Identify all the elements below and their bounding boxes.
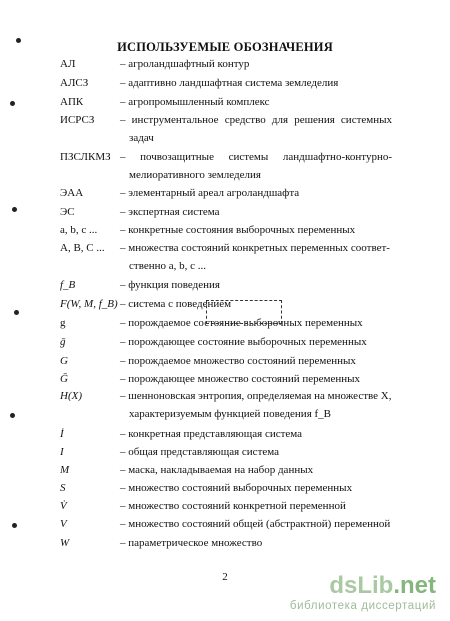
definition: – инструментальное средство для решения системных (120, 114, 393, 126)
abbreviation: АЛ (60, 58, 76, 70)
abbreviation: S (60, 482, 66, 494)
watermark-subtitle: библиотека диссертаций (289, 600, 436, 612)
definition: – общая представляющая система (120, 446, 280, 458)
definition: – агропромышленный комплекс (120, 96, 270, 108)
abbreviation: g (60, 317, 66, 329)
watermark (290, 573, 436, 612)
definition: – множества состояний конкретных переменных соответ- (120, 242, 390, 254)
definition: – порождаемое множество состояний переменных (120, 355, 356, 367)
scan-artifact-dot (12, 207, 17, 212)
scan-artifact-dot (12, 523, 17, 528)
abbreviation: İ (60, 428, 64, 440)
abbreviation: M (60, 464, 70, 476)
definition: – шенноновская энтропия, определяемая на множестве X, (120, 390, 392, 402)
definition: – экспертная система (120, 206, 220, 218)
abbreviation: Ḡ (60, 373, 68, 385)
definition: – почвозащитные системы ландшафтно-контурно- (120, 151, 392, 163)
definition: – функция поведения (120, 279, 220, 291)
definition: – порождающее состояние выборочных переменных (120, 336, 367, 348)
scan-artifact-dot (10, 413, 15, 418)
definition: – система с поведением (120, 298, 232, 310)
abbreviation: F(W, M, f_B) (60, 298, 118, 310)
abbreviation: ИСРСЗ (60, 114, 95, 126)
definition: – агроландшафтный контур (120, 58, 250, 70)
abbreviation: ЭАА (60, 187, 84, 199)
definition: – множество состояний выборочных переменных (120, 482, 353, 494)
definition: – параметрическое множество (120, 537, 263, 549)
abbreviation: A, B, C ... (60, 242, 105, 254)
abbreviation: a, b, c ... (60, 224, 98, 236)
abbreviation: АЛСЗ (60, 77, 89, 89)
abbreviation: I (60, 446, 64, 458)
definition-continuation: мелиоративного земледелия (129, 169, 261, 181)
page-number: 2 (222, 571, 228, 583)
page-title: ИСПОЛЬЗУЕМЫЕ ОБОЗНАЧЕНИЯ (117, 40, 333, 54)
definition: – адаптивно ландшафтная система земледелия (120, 77, 339, 89)
definition-continuation: задач (129, 132, 154, 144)
abbreviation: G (60, 355, 68, 367)
definition: – маска, накладываемая на набор данных (120, 464, 314, 476)
definition: – конкретная представляющая система (120, 428, 303, 440)
abbreviation: ḡ (60, 336, 66, 348)
definition: – порождаемое состояние выборочных переменных (120, 317, 363, 329)
watermark-logo: dsLib.net (329, 572, 436, 599)
definition: – множество состояний конкретной переменной (120, 500, 346, 512)
abbreviation: H(X) (60, 390, 82, 402)
definition: – порождающее множество состояний переменных (120, 373, 361, 385)
abbreviation: V (60, 518, 67, 530)
scan-stamp-box (206, 300, 282, 324)
abbreviation: ПЗСЛКМЗ (60, 151, 111, 163)
definition-continuation: ственно a, b, c ... (129, 260, 206, 272)
definition: – множество состояний общей (абстрактной) переменной (120, 518, 391, 530)
scan-artifact-dot (14, 310, 19, 315)
abbreviation: W (60, 537, 70, 549)
definition-continuation: характеризуемым функцией поведения f_B (129, 408, 332, 420)
abbreviation: ЭС (60, 206, 75, 218)
abbreviation: V̇ (60, 500, 67, 512)
definition: – элементарный ареал агроландшафта (120, 187, 300, 199)
abbreviation: f_B (60, 279, 76, 291)
scan-artifact-dot (16, 38, 21, 43)
definition: – конкретные состояния выборочных переменных (120, 224, 356, 236)
abbreviation: АПК (60, 96, 84, 108)
scan-artifact-dot (10, 101, 15, 106)
